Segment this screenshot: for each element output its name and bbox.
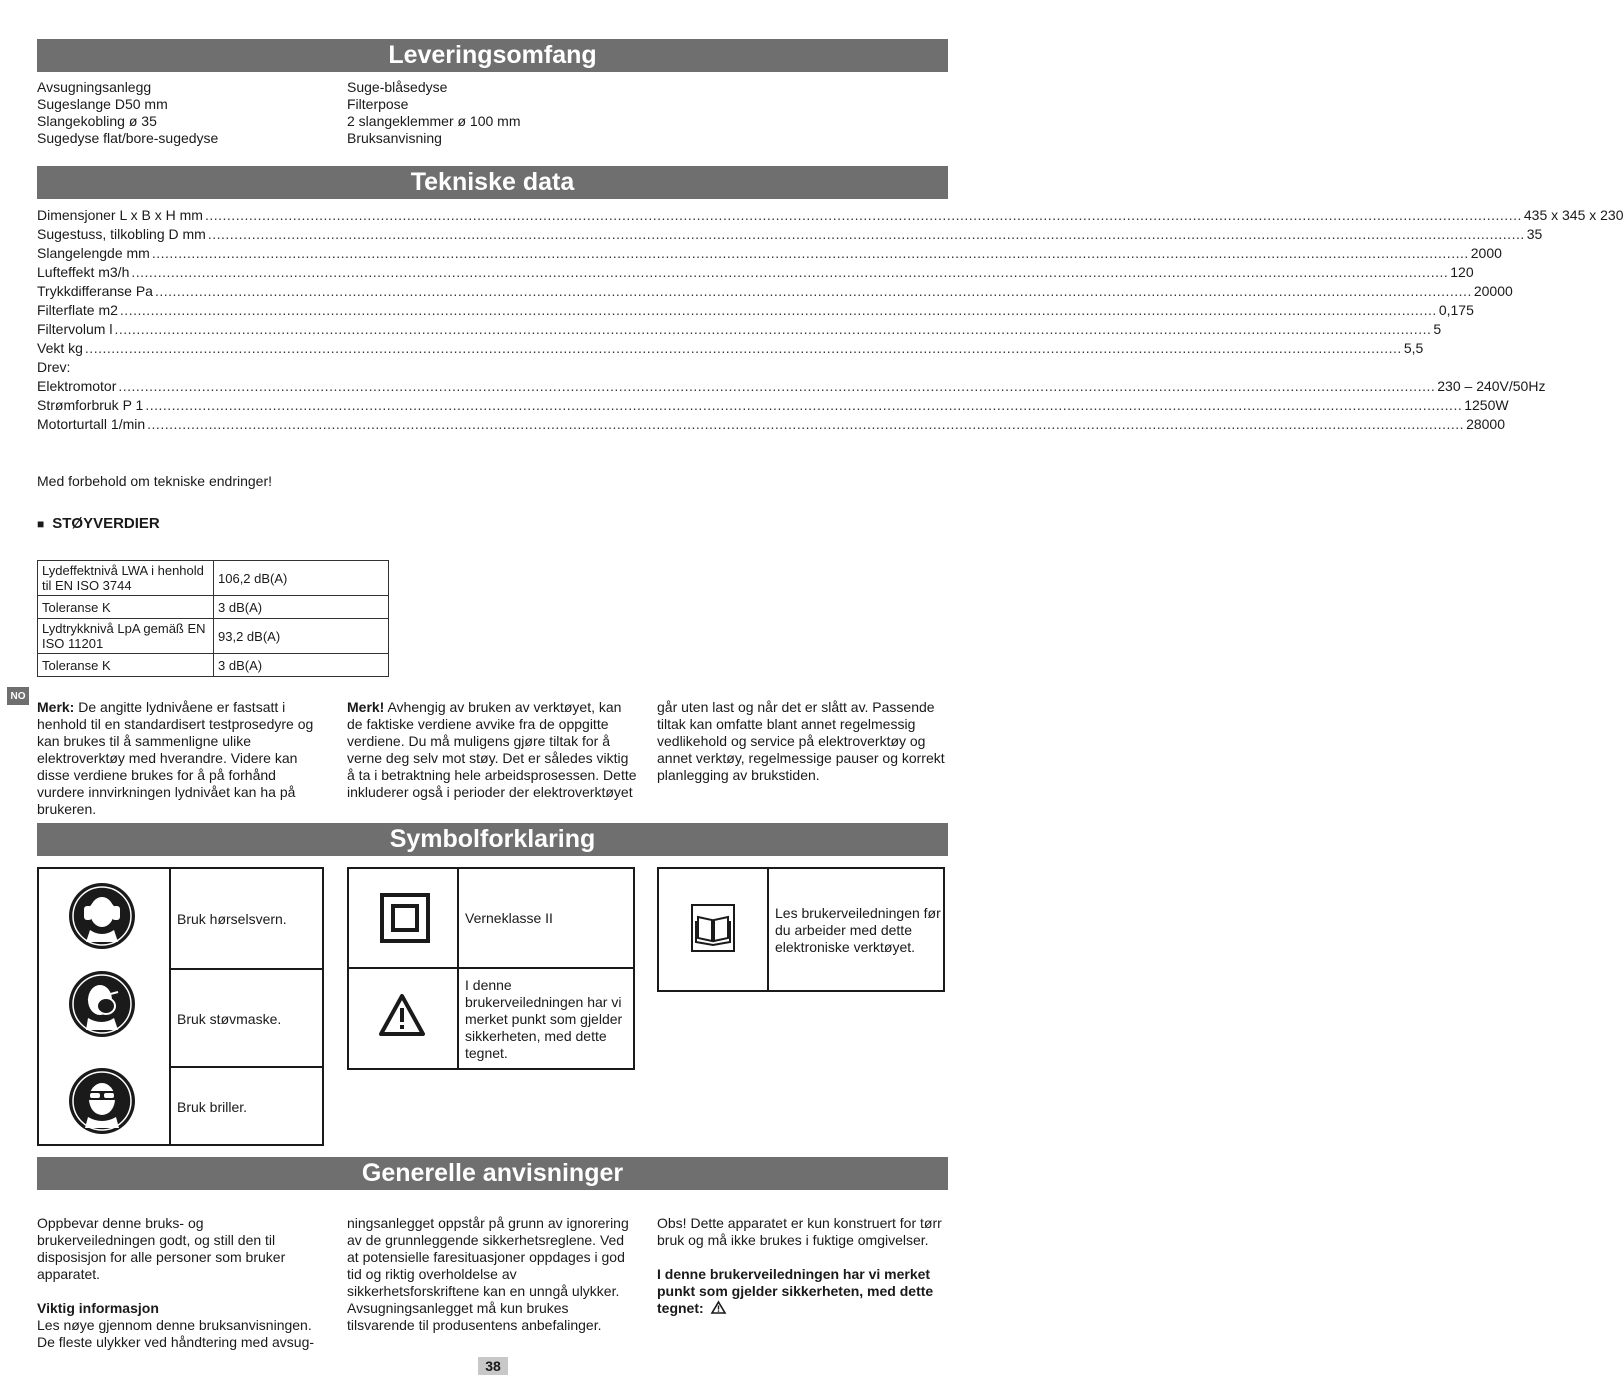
general-paragraph: Oppbevar denne bruks- og brukerveiledningen godt, og still den til disposisjon for alle personer som bruker apparatet. [37, 1215, 286, 1282]
read-manual-label: Les brukerveiledningen før du arbeider med dette elektroniske verktøyet. [775, 905, 941, 955]
spec-row [37, 319, 1442, 338]
spec-label: Filtervolum l [37, 321, 113, 337]
spec-label: Slangelengde mm [37, 245, 150, 261]
note-bold: Merk: [37, 699, 75, 715]
spec-row [37, 243, 1502, 262]
spec-row [37, 281, 1513, 300]
spec-row [37, 414, 1505, 433]
general-col-2 [347, 1215, 637, 1334]
spec-row [37, 262, 1474, 281]
general-col-1 [37, 1215, 320, 1351]
leader-dots: ............................................................................................................................................................................................................................................................................................................ [151, 245, 1469, 261]
language-tag: NO [7, 687, 29, 705]
dust-mask-icon [68, 970, 136, 1038]
spec-row [37, 338, 1424, 357]
spec-row [37, 395, 1509, 414]
bullet-icon: ■ [37, 517, 45, 531]
note-col-2 [347, 699, 637, 801]
general-warning-text: I denne brukerveiledningen har vi merket punkt som gjelder sikkerheten, med dette tegnet: [657, 1266, 934, 1316]
protection-class-ii-icon [380, 893, 430, 943]
leader-dots: ............................................................................................................................................................................................................................................................................................................ [207, 226, 1525, 242]
spec-row [37, 300, 1474, 319]
table-cell: 93,2 dB(A) [214, 619, 389, 654]
spec-label: Sugestuss, tilkobling D mm [37, 226, 206, 242]
note-text: Avhengig av bruken av verktøyet, kan de faktiske verdiene avvike fra de oppgitte verdiene. Du må muligens gjøre tiltak for å verne deg selv mot støy. Det er således viktig å ta i betraktning hele arbeidsprosessen. Dette inkluderer også i perioder der elektroverktøyet [347, 699, 637, 800]
tech-banner [37, 166, 948, 199]
warning-label: I denne brukerveiledningen har vi merket punkt som gjelder sikkerheten, med dette tegnet. [465, 977, 623, 1061]
list-item: Bruksanvisning [347, 130, 442, 146]
spec-value: 1250W [1464, 397, 1509, 413]
dust-mask-label: Bruk støvmaske. [177, 1011, 282, 1027]
read-manual-icon [690, 903, 736, 953]
spec-value: 230 – 240V/50Hz [1437, 378, 1546, 394]
spec-label: Drev: [37, 359, 71, 375]
note-col-1 [37, 699, 327, 818]
note-text: går uten last og når det er slått av. Passende tiltak kan omfatte blant annet regelmessig vedlikehold og service på elektroverktøy og annet verktøy, regelmessige pauser og korrekt planlegging av brukstiden. [657, 699, 945, 783]
spec-value: 5 [1433, 321, 1442, 337]
warning-triangle-icon [378, 993, 426, 1037]
list-item: Sugedyse flat/bore-sugedyse [37, 130, 219, 146]
list-item: Avsugningsanlegg [37, 79, 152, 95]
spec-label: Dimensjoner L x B x H mm [37, 207, 203, 223]
divider [767, 867, 769, 992]
note-col-3 [657, 699, 949, 784]
spec-row [37, 357, 947, 376]
leader-dots: ............................................................................................................................................................................................................................................................................................................ [145, 397, 1463, 413]
spec-value: 20000 [1473, 283, 1513, 299]
leader-dots: ............................................................................................................................................................................................................................................................................................................ [204, 207, 1522, 223]
spec-value: 120 [1450, 264, 1474, 280]
spec-label: Lufteffekt m3/h [37, 264, 130, 280]
safety-goggles-icon [68, 1067, 136, 1135]
spec-row [37, 224, 1543, 243]
spec-row [37, 376, 1546, 395]
table-row [38, 561, 389, 596]
table-row [38, 619, 389, 654]
table-cell: 106,2 dB(A) [214, 561, 389, 596]
spec-label: Filterflate m2 [37, 302, 118, 318]
symbols-banner [37, 823, 948, 856]
table-cell: Toleranse K [38, 596, 214, 619]
warning-triangle-icon [711, 1301, 726, 1314]
leader-dots: ............................................................................................................................................................................................................................................................................................................ [131, 264, 1449, 280]
spec-value: 0,175 [1438, 302, 1474, 318]
general-warning-note [657, 1266, 947, 1317]
noise-heading [37, 515, 160, 532]
hearing-protection-icon [68, 882, 136, 950]
leader-dots: ............................................................................................................................................................................................................................................................................................................ [147, 416, 1465, 432]
spec-label: Vekt kg [37, 340, 83, 356]
table-cell: 3 dB(A) [214, 596, 389, 619]
tech-title: Tekniske data [410, 168, 575, 196]
delivery-title: Leveringsomfang [388, 41, 597, 69]
delivery-banner [37, 39, 948, 72]
divider [347, 967, 635, 969]
spec-value: 435 x 345 x 230 [1523, 207, 1624, 223]
leader-dots: ............................................................................................................................................................................................................................................................................................................ [84, 340, 1402, 356]
table-cell: Toleranse K [38, 654, 214, 677]
leader-dots: ............................................................................................................................................................................................................................................................................................................ [154, 283, 1472, 299]
list-item: Filterpose [347, 96, 409, 112]
divider [169, 968, 324, 970]
list-item: Sugeslange D50 mm [37, 96, 168, 112]
leader-dots: ............................................................................................................................................................................................................................................................................................................ [119, 302, 1437, 318]
spec-row [37, 205, 1624, 224]
hearing-protection-label: Bruk hørselsvern. [177, 911, 287, 927]
list-item: Slangekobling ø 35 [37, 113, 157, 129]
leader-dots: ............................................................................................................................................................................................................................................................................................................ [114, 321, 1432, 337]
spec-label: Strømforbruk P 1 [37, 397, 144, 413]
general-subheading: Viktig informasjon [37, 1300, 159, 1316]
protection-class-label: Verneklasse II [465, 910, 553, 926]
table-cell: Lydeffektnivå LWA i henhold til EN ISO 3744 [38, 561, 214, 596]
spec-value: 2000 [1470, 245, 1502, 261]
list-item: Suge-blåsedyse [347, 79, 448, 95]
general-col-3 [657, 1215, 947, 1317]
note-text: De angitte lydnivåene er fastsatt i henhold til en standardisert testprosedyre og kan brukes til å sammenligne ulike elektroverktøy med hverandre. Videre kan disse verdiene brukes for å på forhånd vurdere innvirkningen lydnivået kan ha på brukeren. [37, 699, 314, 817]
divider [169, 1066, 324, 1068]
note-bold: Merk! [347, 699, 385, 715]
delivery-right-list [347, 79, 521, 147]
spec-value: 5,5 [1403, 340, 1424, 356]
noise-table [37, 560, 389, 677]
general-paragraph: ningsanlegget oppstår på grunn av ignorering av de grunnleggende sikkerhetsreglene. Ved at potensielle faresituasjoner oppdages i god tid og riktig overholdelse av sikkerhetsforskriftene kan en unngå ulykker. Avsugningsanlegget må kun brukes tilsvarende til produsentens anbefalinger. [347, 1215, 629, 1333]
safety-goggles-label: Bruk briller. [177, 1099, 248, 1115]
spec-label: Trykkdifferanse Pa [37, 283, 153, 299]
spec-label: Elektromotor [37, 378, 117, 394]
disclaimer: Med forbehold om tekniske endringer! [37, 473, 273, 489]
spec-value: 28000 [1466, 416, 1505, 432]
delivery-left-list [37, 79, 218, 147]
page-number: 38 [478, 1357, 508, 1375]
leader-dots: ............................................................................................................................................................................................................................................................................................................ [118, 378, 1436, 394]
table-row [38, 596, 389, 619]
divider [169, 867, 171, 1146]
noise-heading-text: STØYVERDIER [52, 515, 160, 532]
list-item: 2 slangeklemmer ø 100 mm [347, 113, 521, 129]
table-row [38, 654, 389, 677]
general-title: Generelle anvisninger [361, 1159, 624, 1187]
table-cell: Lydtrykknivå LpA gemäß EN ISO 11201 [38, 619, 214, 654]
general-paragraph: Les nøye gjennom denne bruksanvisningen. De fleste ulykker ved håndtering med avsug- [37, 1317, 315, 1350]
general-paragraph: Obs! Dette apparatet er kun konstruert for tørr bruk og må ikke brukes i fuktige omgivelser. [657, 1215, 942, 1248]
table-cell: 3 dB(A) [214, 654, 389, 677]
general-banner [37, 1157, 948, 1190]
symbols-title: Symbolforklaring [389, 825, 596, 853]
spec-label: Motorturtall 1/min [37, 416, 146, 432]
spec-value: 35 [1526, 226, 1543, 242]
